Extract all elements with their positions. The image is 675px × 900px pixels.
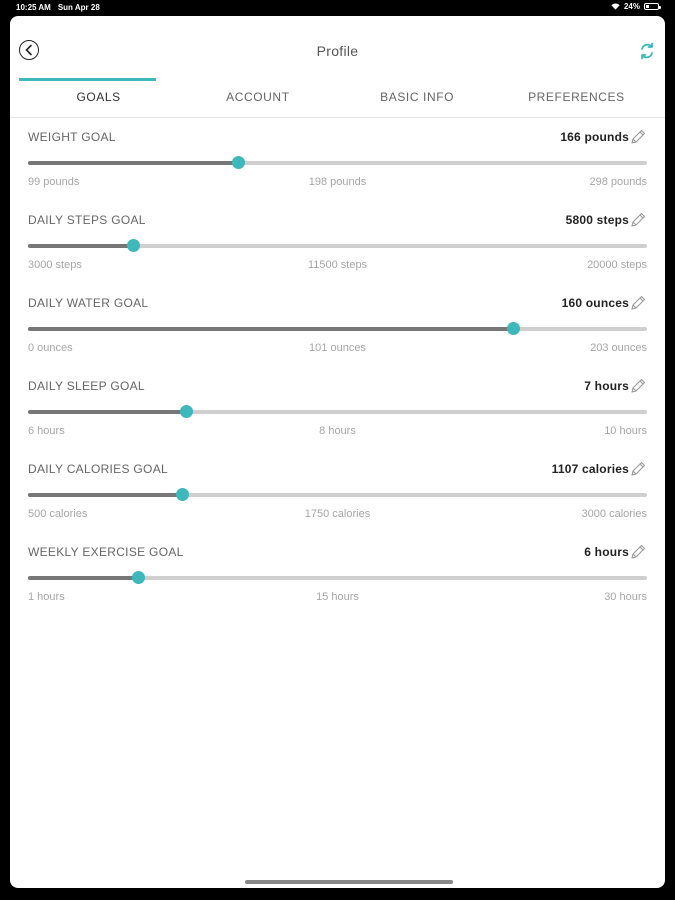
status-time: 10:25 AM bbox=[16, 3, 51, 12]
goal-label: WEIGHT GOAL bbox=[28, 130, 116, 144]
tab-account[interactable]: ACCOUNT bbox=[226, 90, 290, 104]
tab-preferences[interactable]: PREFERENCES bbox=[528, 90, 625, 104]
range-min: 6 hours bbox=[28, 425, 65, 437]
range-mid: 198 pounds bbox=[308, 176, 367, 188]
range-min: 0 ounces bbox=[28, 342, 73, 354]
slider-fill bbox=[28, 327, 513, 331]
slider-fill bbox=[28, 493, 182, 497]
goal-label: DAILY SLEEP GOAL bbox=[28, 379, 145, 393]
status-bar bbox=[0, 0, 675, 14]
slider-fill bbox=[28, 410, 186, 414]
range-max: 10 hours bbox=[604, 425, 647, 437]
goal-value: 166 pounds bbox=[560, 130, 629, 144]
range-min: 3000 steps bbox=[28, 259, 82, 271]
range-max: 3000 calories bbox=[581, 508, 647, 520]
goal-value: 160 ounces bbox=[561, 296, 629, 310]
goal-value: 7 hours bbox=[584, 379, 629, 393]
slider-thumb[interactable] bbox=[507, 322, 520, 335]
pencil-icon[interactable] bbox=[629, 211, 647, 229]
page-title: Profile bbox=[316, 43, 359, 59]
goal-row bbox=[28, 201, 647, 284]
goal-slider[interactable] bbox=[28, 327, 647, 331]
goal-row bbox=[28, 284, 647, 367]
goal-range bbox=[28, 508, 647, 522]
slider-thumb[interactable] bbox=[132, 571, 145, 584]
active-tab-indicator bbox=[19, 78, 156, 81]
goal-slider[interactable] bbox=[28, 161, 647, 165]
range-mid: 101 ounces bbox=[309, 342, 366, 354]
goal-range bbox=[28, 591, 647, 605]
goal-value: 1107 calories bbox=[551, 462, 629, 476]
goal-row bbox=[28, 367, 647, 450]
status-date: Sun Apr 28 bbox=[57, 3, 100, 12]
battery-icon bbox=[644, 3, 659, 10]
slider-thumb[interactable] bbox=[176, 488, 189, 501]
range-min: 1 hours bbox=[28, 591, 65, 603]
goal-range bbox=[28, 259, 647, 273]
slider-fill bbox=[28, 244, 133, 248]
goals-list bbox=[10, 118, 665, 616]
pencil-icon[interactable] bbox=[629, 294, 647, 312]
range-mid: 11500 steps bbox=[307, 259, 368, 271]
slider-thumb[interactable] bbox=[232, 156, 245, 169]
tab-basic-info[interactable]: BASIC INFO bbox=[380, 90, 455, 104]
goal-label: DAILY CALORIES GOAL bbox=[28, 462, 168, 476]
battery-percent: 24% bbox=[623, 2, 640, 11]
range-min: 99 pounds bbox=[28, 176, 80, 188]
pencil-icon[interactable] bbox=[629, 543, 647, 561]
pencil-icon[interactable] bbox=[629, 128, 647, 146]
goal-row bbox=[28, 450, 647, 533]
pencil-icon[interactable] bbox=[629, 460, 647, 478]
goal-row bbox=[28, 533, 647, 616]
range-mid: 1750 calories bbox=[304, 508, 371, 520]
range-mid: 15 hours bbox=[316, 591, 359, 603]
goal-row bbox=[28, 118, 647, 201]
profile-screen bbox=[10, 16, 665, 888]
goal-range bbox=[28, 425, 647, 439]
slider-thumb[interactable] bbox=[127, 239, 140, 252]
slider-fill bbox=[28, 161, 238, 165]
slider-fill bbox=[28, 576, 138, 580]
range-mid: 8 hours bbox=[319, 425, 356, 437]
range-min: 500 calories bbox=[28, 508, 88, 520]
goal-value: 5800 steps bbox=[565, 213, 629, 227]
range-max: 20000 steps bbox=[587, 259, 647, 271]
goal-value: 6 hours bbox=[584, 545, 629, 559]
home-indicator bbox=[245, 880, 453, 884]
goal-label: DAILY WATER GOAL bbox=[28, 296, 149, 310]
goal-slider[interactable] bbox=[28, 493, 647, 497]
tab-goals[interactable]: GOALS bbox=[76, 90, 121, 104]
wifi-icon bbox=[611, 3, 620, 10]
goal-slider[interactable] bbox=[28, 576, 647, 580]
sync-icon bbox=[639, 42, 655, 60]
goal-slider[interactable] bbox=[28, 410, 647, 414]
goal-range bbox=[28, 176, 647, 190]
range-max: 30 hours bbox=[604, 591, 647, 603]
slider-thumb[interactable] bbox=[180, 405, 193, 418]
header bbox=[10, 16, 665, 78]
goal-slider[interactable] bbox=[28, 244, 647, 248]
range-max: 298 pounds bbox=[589, 176, 647, 188]
pencil-icon[interactable] bbox=[629, 377, 647, 395]
goal-label: DAILY STEPS GOAL bbox=[28, 213, 146, 227]
goal-range bbox=[28, 342, 647, 356]
range-max: 203 ounces bbox=[590, 342, 647, 354]
sync-button[interactable] bbox=[639, 42, 655, 65]
tab-bar bbox=[10, 78, 665, 118]
goal-label: WEEKLY EXERCISE GOAL bbox=[28, 545, 184, 559]
